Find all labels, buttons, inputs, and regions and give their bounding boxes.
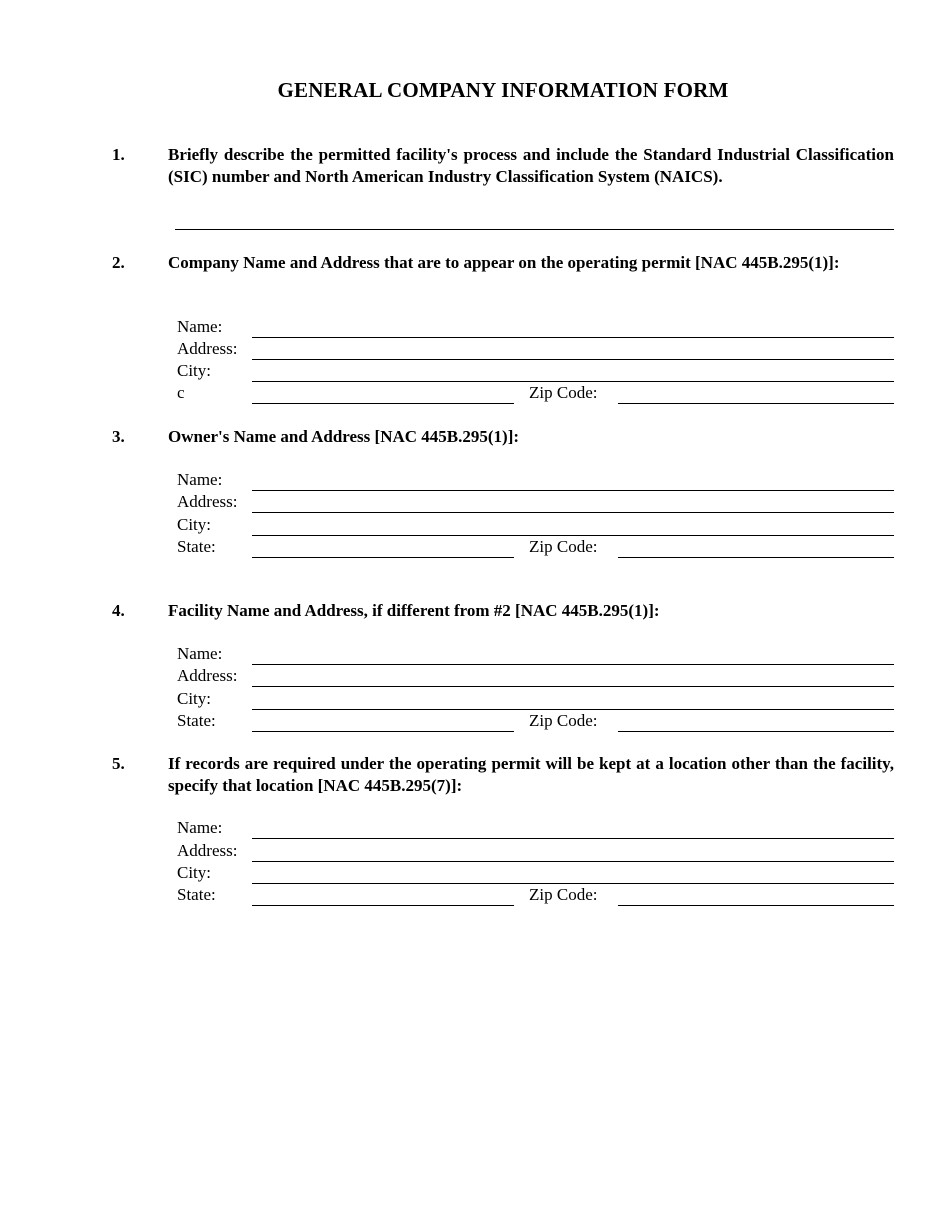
company-address-row xyxy=(0,338,950,360)
zip-label: Zip Code: xyxy=(529,885,598,904)
state-label: State: xyxy=(177,885,216,904)
section-heading: If records are required under the operating permit will be kept at a location other than the facility, specify that location [NAC 445B.295(7)]: xyxy=(168,754,894,795)
zip-label: Zip Code: xyxy=(529,711,598,730)
company-state-zip-row xyxy=(0,382,950,404)
city-label: City: xyxy=(177,863,212,882)
owner-address-field[interactable] xyxy=(252,512,894,513)
records-name-field[interactable] xyxy=(252,838,894,839)
company-city-row xyxy=(0,360,950,382)
owner-name-row xyxy=(0,469,950,491)
company-name-row xyxy=(0,316,950,338)
process-description-field[interactable] xyxy=(175,229,894,230)
owner-state-field[interactable] xyxy=(252,557,514,558)
facility-address-field[interactable] xyxy=(252,686,894,687)
section-number: 1. xyxy=(112,145,125,164)
city-label: City: xyxy=(177,361,212,380)
name-label: Name: xyxy=(177,470,223,489)
address-label: Address: xyxy=(177,841,238,860)
section-number: 2. xyxy=(112,253,125,272)
owner-address-row xyxy=(0,491,950,513)
facility-city-row xyxy=(0,688,950,710)
records-name-row xyxy=(0,817,950,839)
facility-name-row xyxy=(0,643,950,665)
records-state-field[interactable] xyxy=(252,905,514,906)
city-label: City: xyxy=(177,689,212,708)
name-label: Name: xyxy=(177,317,223,336)
facility-address-row xyxy=(0,665,950,687)
records-state-zip-row xyxy=(0,884,950,906)
section-number: 5. xyxy=(112,754,125,773)
section-heading: Facility Name and Address, if different from #2 [NAC 445B.295(1)]: xyxy=(168,601,660,620)
owner-city-row xyxy=(0,514,950,536)
section-heading: Briefly describe the permitted facility's process and include the Standard Industrial Classification (SIC) number and North American Industry Classification System (NAICS). xyxy=(168,145,894,186)
zip-label: Zip Code: xyxy=(529,537,598,556)
records-city-row xyxy=(0,862,950,884)
company-state-field[interactable] xyxy=(252,403,514,404)
facility-zip-field[interactable] xyxy=(618,731,894,732)
name-label: Name: xyxy=(177,818,223,837)
owner-zip-field[interactable] xyxy=(618,557,894,558)
records-zip-field[interactable] xyxy=(618,905,894,906)
address-label: Address: xyxy=(177,666,238,685)
state-label: State: xyxy=(177,537,216,556)
address-label: Address: xyxy=(177,492,238,511)
company-zip-field[interactable] xyxy=(618,403,894,404)
name-label: Name: xyxy=(177,644,223,663)
form-title: GENERAL COMPANY INFORMATION FORM xyxy=(277,78,729,102)
section-number: 3. xyxy=(112,427,125,446)
address-label: Address: xyxy=(177,339,238,358)
state-label: State: xyxy=(177,711,216,730)
section-heading: Owner's Name and Address [NAC 445B.295(1)]: xyxy=(168,427,520,446)
city-label: City: xyxy=(177,515,212,534)
section-number: 4. xyxy=(112,601,125,620)
facility-state-zip-row xyxy=(0,710,950,732)
owner-state-zip-row xyxy=(0,536,950,558)
section-heading: Company Name and Address that are to appear on the operating permit [NAC 445B.295(1)]: xyxy=(168,253,840,272)
zip-label: Zip Code: xyxy=(529,383,598,402)
facility-state-field[interactable] xyxy=(252,731,514,732)
state-label: c xyxy=(177,383,185,402)
records-address-row xyxy=(0,840,950,862)
